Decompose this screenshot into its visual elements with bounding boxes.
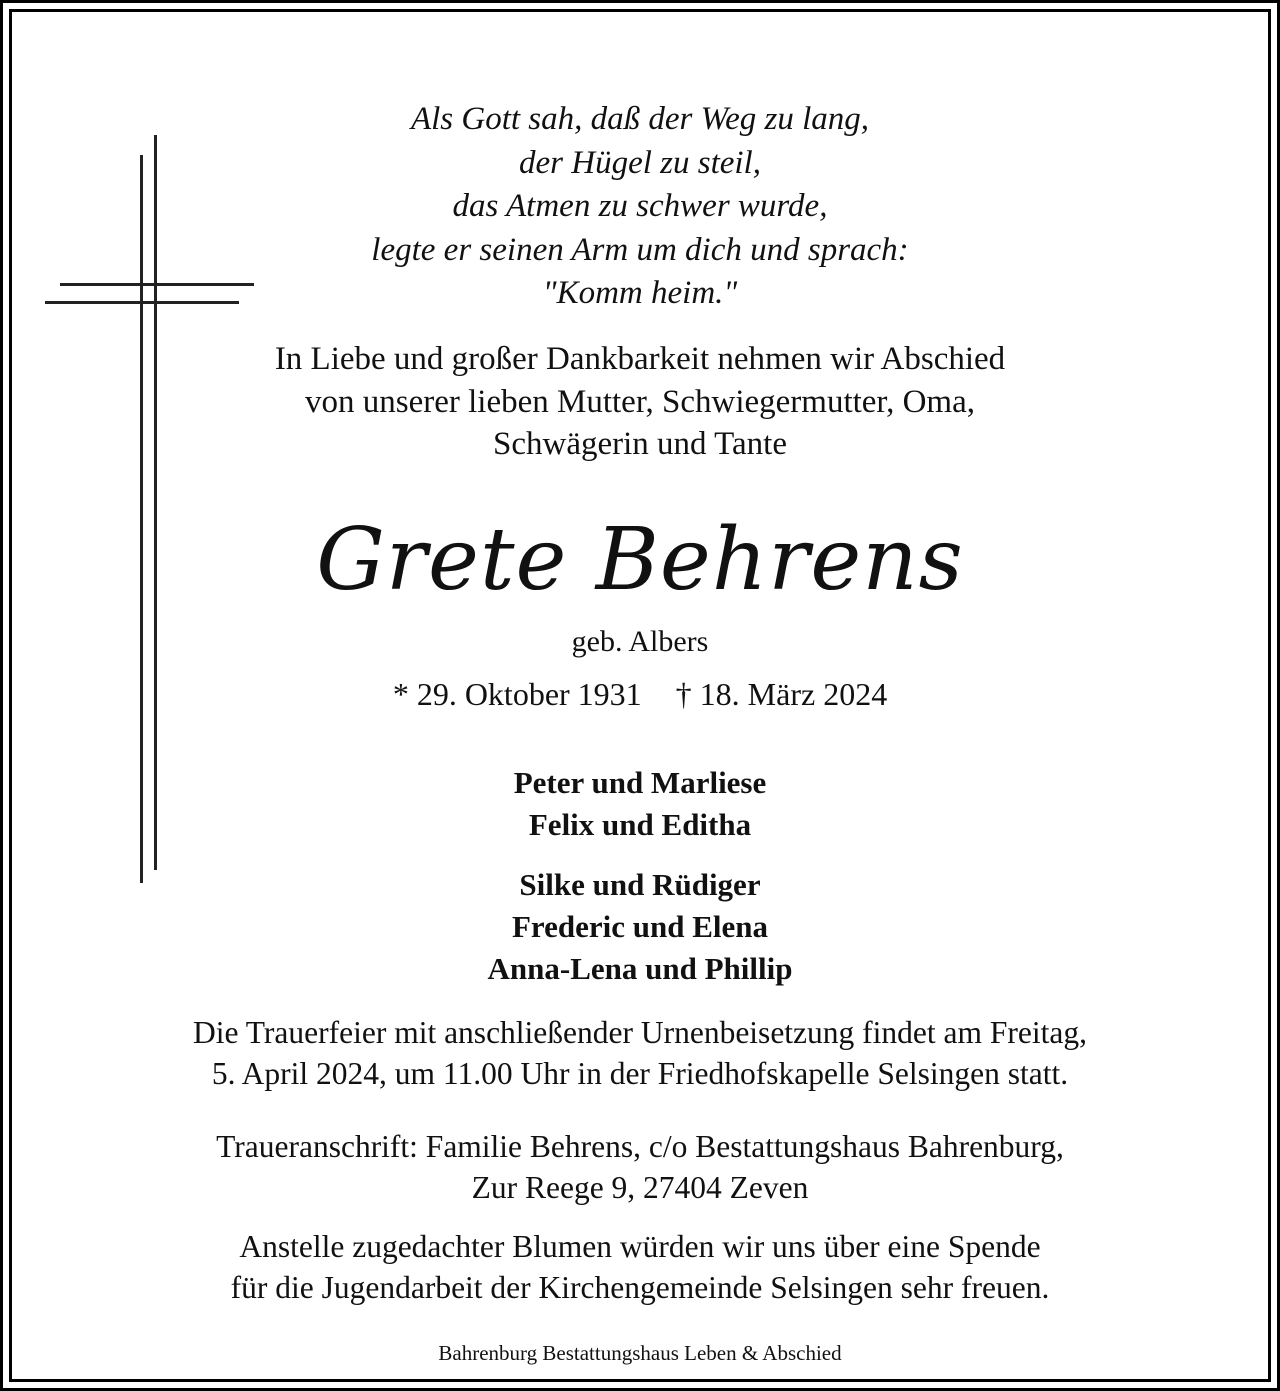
mourner-names: Silke und Rüdiger	[519, 867, 761, 902]
death-date: † 18. März 2024	[675, 676, 888, 712]
farewell-intro	[0, 338, 1280, 466]
deceased-name: Grete Behrens	[316, 510, 964, 610]
intro-line: Schwägerin und Tante	[492, 426, 787, 462]
poem-line: legte er seinen Arm um dich und sprach:	[371, 231, 909, 268]
address-line: Traueranschrift: Familie Behrens, c/o Bestattungshaus Bahrenburg,	[216, 1129, 1064, 1164]
poem-line: "Komm heim."	[542, 275, 738, 311]
mourners-group-2	[0, 864, 1280, 990]
poem	[0, 98, 1280, 316]
life-dates	[0, 672, 1280, 716]
ceremony-line: 5. April 2024, um 11.00 Uhr in der Friedhofskapelle Selsingen statt.	[211, 1056, 1069, 1091]
mourner-names: Anna-Lena und Phillip	[487, 951, 793, 986]
poem-line: das Atmen zu schwer wurde,	[452, 188, 828, 224]
intro-line: In Liebe und großer Dankbarkeit nehmen wir Abschied	[274, 341, 1006, 377]
mourning-address	[0, 1126, 1280, 1208]
donation-line: für die Jugendarbeit der Kirchengemeinde Selsingen sehr freuen.	[230, 1270, 1050, 1305]
poem-line: der Hügel zu steil,	[519, 144, 761, 181]
ceremony-line: Die Trauerfeier mit anschließender Urnenbeisetzung findet am Freitag,	[193, 1015, 1087, 1050]
funeral-home-footer: Bahrenburg Bestattungshaus Leben & Abschied	[438, 1341, 842, 1365]
poem-line: Als Gott sah, daß der Weg zu lang,	[410, 101, 870, 137]
mourner-names: Frederic und Elena	[511, 909, 769, 944]
birth-name: geb. Albers	[571, 625, 709, 658]
mourners-group-1	[0, 762, 1280, 846]
mourner-names: Peter und Marliese	[513, 765, 767, 800]
mourner-names: Felix und Editha	[528, 807, 752, 842]
birth-date: * 29. Oktober 1931	[392, 676, 642, 712]
donation-request	[0, 1226, 1280, 1308]
ceremony-notice	[0, 1012, 1280, 1094]
donation-line: Anstelle zugedachter Blumen würden wir uns über eine Spende	[239, 1229, 1041, 1264]
intro-line: von unserer lieben Mutter, Schwiegermutter, Oma,	[305, 383, 975, 420]
address-line: Zur Reege 9, 27404 Zeven	[471, 1170, 809, 1205]
